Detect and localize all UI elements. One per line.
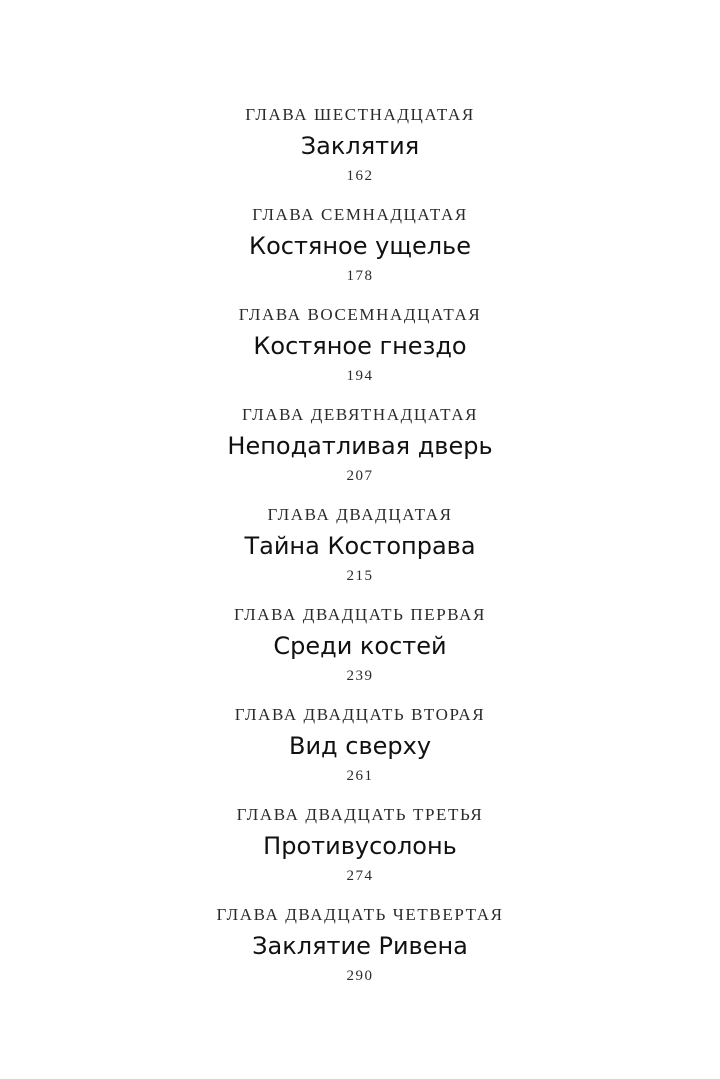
toc-entry xyxy=(0,304,720,404)
toc-entry xyxy=(0,804,720,904)
toc-entry xyxy=(0,904,720,1004)
chapter-label: ГЛАВА СЕМНАДЦАТАЯ xyxy=(252,205,468,224)
page-number: 290 xyxy=(346,968,374,984)
chapter-title: Неподатливая дверь xyxy=(227,432,493,460)
page-number: 274 xyxy=(346,868,374,884)
table-of-contents xyxy=(0,104,720,1004)
chapter-label: ГЛАВА ВОСЕМНАДЦАТАЯ xyxy=(238,305,482,324)
chapter-label: ГЛАВА ДВАДЦАТЬ ПЕРВАЯ xyxy=(234,605,486,624)
chapter-label: ГЛАВА ДВАДЦАТЬ ЧЕТВЕРТАЯ xyxy=(216,905,504,924)
chapter-label: ГЛАВА ДЕВЯТНАДЦАТАЯ xyxy=(241,405,479,424)
chapter-title: Костяное ущелье xyxy=(249,232,471,260)
chapter-title: Тайна Костоправа xyxy=(244,532,476,560)
page-number: 261 xyxy=(346,768,374,784)
chapter-title: Заклятия xyxy=(300,132,420,160)
chapter-title: Заклятие Ривена xyxy=(252,932,468,960)
chapter-title: Противусолонь xyxy=(263,832,457,860)
page-number: 178 xyxy=(346,268,374,284)
chapter-label: ГЛАВА ДВАДЦАТЬ ВТОРАЯ xyxy=(234,705,486,724)
toc-entry xyxy=(0,404,720,504)
chapter-label: ГЛАВА ДВАДЦАТАЯ xyxy=(267,505,453,524)
chapter-label: ГЛАВА ДВАДЦАТЬ ТРЕТЬЯ xyxy=(236,805,484,824)
page-number: 207 xyxy=(346,468,374,484)
toc-entry xyxy=(0,204,720,304)
toc-entry xyxy=(0,704,720,804)
toc-entry xyxy=(0,504,720,604)
toc-entry xyxy=(0,604,720,704)
page-number: 194 xyxy=(346,368,374,384)
chapter-title: Среди костей xyxy=(273,632,447,660)
page-number: 215 xyxy=(346,568,374,584)
toc-entry xyxy=(0,104,720,204)
page-number: 162 xyxy=(346,168,374,184)
chapter-title: Костяное гнездо xyxy=(253,332,467,360)
page-number: 239 xyxy=(346,668,374,684)
chapter-title: Вид сверху xyxy=(288,732,432,760)
chapter-label: ГЛАВА ШЕСТНАДЦАТАЯ xyxy=(245,105,475,124)
